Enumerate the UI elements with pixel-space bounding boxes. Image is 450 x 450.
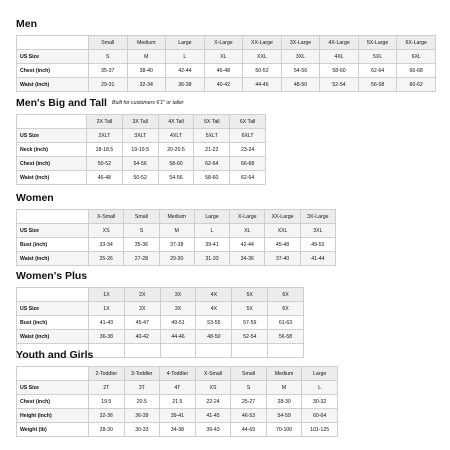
- table-cell: 60-62: [397, 78, 436, 92]
- women-title: Women: [16, 192, 54, 204]
- table-cell: 42-44: [230, 238, 265, 252]
- table-cell: 5XL: [358, 50, 397, 64]
- column-header: 4X-Large: [320, 36, 359, 50]
- table-cell: 21.5: [160, 395, 196, 409]
- corner-cell: [17, 288, 89, 302]
- column-header: X-Large: [204, 36, 243, 50]
- table-cell: 36-39: [124, 409, 160, 423]
- table-header-row: [17, 115, 266, 129]
- table-cell: 21-22: [194, 143, 230, 157]
- table-cell: 62-64: [230, 171, 266, 185]
- big-and-tall-section: [16, 97, 266, 185]
- table-cell: 23-24: [230, 143, 266, 157]
- table-row: [17, 143, 266, 157]
- table-cell: 48-50: [281, 78, 320, 92]
- table-row: [17, 171, 266, 185]
- table-cell: 3T: [124, 381, 160, 395]
- table-cell: M: [266, 381, 302, 395]
- table-row: [17, 423, 338, 437]
- table-cell: XL: [204, 50, 243, 64]
- column-header: Small: [124, 210, 159, 224]
- table-row: [17, 64, 436, 78]
- row-label: US Size: [17, 129, 87, 143]
- table-cell: 25-27: [231, 395, 267, 409]
- table-row: [17, 381, 338, 395]
- womens-plus-size-table: [16, 287, 304, 358]
- column-header: 2X: [124, 288, 160, 302]
- table-row: [17, 302, 304, 316]
- table-cell: 54-56: [158, 171, 194, 185]
- column-header: 3-Toddler: [124, 367, 160, 381]
- row-label: US Size: [17, 302, 89, 316]
- table-header-row: [17, 210, 336, 224]
- column-header: 5X: [232, 288, 268, 302]
- table-row: [17, 50, 436, 64]
- column-header: 2-Toddler: [89, 367, 125, 381]
- table-cell: 101-125: [302, 423, 338, 437]
- table-cell: 41-43: [89, 316, 125, 330]
- table-cell: 60-64: [302, 409, 338, 423]
- row-label: Chest (inch): [17, 64, 89, 78]
- table-cell: 44-46: [243, 78, 282, 92]
- womens-plus-section: [16, 270, 304, 358]
- table-row: [17, 238, 336, 252]
- women-size-table: [16, 209, 336, 266]
- table-cell: 37-38: [159, 238, 194, 252]
- table-cell: 54-56: [122, 157, 158, 171]
- table-cell: 3XLT: [122, 129, 158, 143]
- table-cell: 29-30: [159, 252, 194, 266]
- column-header: 5X Tall: [194, 115, 230, 129]
- table-cell: 2X: [124, 302, 160, 316]
- table-cell: 41-45: [195, 409, 231, 423]
- table-row: [17, 78, 436, 92]
- table-cell: 56-58: [358, 78, 397, 92]
- table-cell: XS: [89, 224, 124, 238]
- table-cell: 39-43: [195, 423, 231, 437]
- table-cell: 5X: [232, 302, 268, 316]
- table-cell: L: [302, 381, 338, 395]
- column-header: 3X Tall: [122, 115, 158, 129]
- table-cell: 2T: [89, 381, 125, 395]
- table-cell: 37-40: [265, 252, 300, 266]
- table-cell: 4XLT: [158, 129, 194, 143]
- row-label: Chest (inch): [17, 395, 89, 409]
- table-cell: 46-48: [204, 64, 243, 78]
- table-cell: 58-60: [158, 157, 194, 171]
- table-cell: 31-33: [194, 252, 229, 266]
- corner-cell: [17, 210, 89, 224]
- table-cell: 28-30: [266, 395, 302, 409]
- table-cell: 49-51: [160, 316, 196, 330]
- table-cell: XL: [230, 224, 265, 238]
- table-header-row: [17, 367, 338, 381]
- column-header: 4X: [196, 288, 232, 302]
- column-header: 3X-Large: [300, 210, 335, 224]
- table-cell: 39-41: [160, 409, 196, 423]
- column-header: Medium: [266, 367, 302, 381]
- table-cell: 57-59: [232, 316, 268, 330]
- column-header: X-Small: [89, 210, 124, 224]
- table-cell: 4X: [196, 302, 232, 316]
- table-row: [17, 409, 338, 423]
- table-cell: 61-63: [268, 316, 304, 330]
- youth-and-girls-title: Youth and Girls: [16, 349, 94, 361]
- row-label: Bust (inch): [17, 316, 89, 330]
- column-header: 4-Toddler: [160, 367, 196, 381]
- big-and-tall-size-table: [16, 114, 266, 185]
- table-cell: 3XL: [300, 224, 335, 238]
- row-label: US Size: [17, 381, 89, 395]
- table-cell: 44-69: [231, 423, 267, 437]
- column-header: 3X-Large: [281, 36, 320, 50]
- table-cell: 50-52: [243, 64, 282, 78]
- table-cell: 62-64: [358, 64, 397, 78]
- column-header: XX-Large: [243, 36, 282, 50]
- row-label: Waist (inch): [17, 78, 89, 92]
- table-cell: 30-33: [124, 423, 160, 437]
- men-title: Men: [16, 18, 37, 30]
- table-cell: 32-36: [89, 409, 125, 423]
- table-cell: 46-48: [87, 171, 123, 185]
- table-cell: 20-20.5: [158, 143, 194, 157]
- column-header: X-Small: [195, 367, 231, 381]
- table-cell: S: [124, 224, 159, 238]
- column-header: Large: [302, 367, 338, 381]
- table-cell: 42-44: [166, 64, 205, 78]
- row-label: Neck (inch): [17, 143, 87, 157]
- column-header: X-Large: [230, 210, 265, 224]
- table-cell: XXL: [265, 224, 300, 238]
- table-row: [17, 252, 336, 266]
- table-cell: 58-60: [194, 171, 230, 185]
- table-cell: 22-24: [195, 395, 231, 409]
- table-cell: 49-52: [300, 238, 335, 252]
- table-cell: 2XLT: [87, 129, 123, 143]
- table-cell: 45-48: [265, 238, 300, 252]
- table-cell: 41-44: [300, 252, 335, 266]
- table-cell: 18-18.5: [87, 143, 123, 157]
- table-row: [17, 224, 336, 238]
- table-row: [17, 129, 266, 143]
- table-cell: 32-34: [127, 78, 166, 92]
- row-label: Chest (inch): [17, 157, 87, 171]
- table-cell: XXL: [243, 50, 282, 64]
- table-cell: 29-31: [89, 78, 128, 92]
- table-cell: 33-34: [89, 238, 124, 252]
- table-cell: 5XLT: [194, 129, 230, 143]
- men-size-table: [16, 35, 436, 92]
- table-cell: 45-47: [124, 316, 160, 330]
- table-cell: 6X: [268, 302, 304, 316]
- column-header: 6X Tall: [230, 115, 266, 129]
- table-cell: 3X: [160, 302, 196, 316]
- table-cell: 35-37: [89, 64, 128, 78]
- column-header: 5X-Large: [358, 36, 397, 50]
- table-cell: 20.5: [124, 395, 160, 409]
- men-section: [16, 18, 436, 92]
- table-cell: S: [231, 381, 267, 395]
- column-header: 1X: [89, 288, 125, 302]
- table-cell: 54-56: [281, 64, 320, 78]
- table-cell: 28-30: [89, 423, 125, 437]
- youth-and-girls-size-table: [16, 366, 338, 437]
- column-header: 3X: [160, 288, 196, 302]
- table-cell: 50-52: [122, 171, 158, 185]
- table-row: [17, 316, 304, 330]
- column-header: Large: [194, 210, 229, 224]
- table-cell: 30-32: [302, 395, 338, 409]
- table-cell: 25-26: [89, 252, 124, 266]
- table-cell: 66-68: [230, 157, 266, 171]
- table-row: [17, 395, 338, 409]
- table-cell: S: [89, 50, 128, 64]
- table-cell: 62-64: [194, 157, 230, 171]
- row-label: Bust (inch): [17, 238, 89, 252]
- table-cell: 38-40: [127, 64, 166, 78]
- corner-cell: [17, 367, 89, 381]
- corner-cell: [17, 115, 87, 129]
- table-cell: 36-38: [89, 330, 125, 344]
- table-cell: 40-42: [124, 330, 160, 344]
- column-header: 2X Tall: [87, 115, 123, 129]
- table-cell: 48-50: [196, 330, 232, 344]
- table-cell: 52-54: [232, 330, 268, 344]
- column-header: Large: [166, 36, 205, 50]
- table-cell: 34-38: [160, 423, 196, 437]
- row-label: Weight (lb): [17, 423, 89, 437]
- row-label: Height (inch): [17, 409, 89, 423]
- table-cell: 6XL: [397, 50, 436, 64]
- table-cell: 53-55: [196, 316, 232, 330]
- table-cell: 19.5: [89, 395, 125, 409]
- table-cell: 50-52: [87, 157, 123, 171]
- row-label: Waist (inch): [17, 252, 89, 266]
- table-cell: 19-19.5: [122, 143, 158, 157]
- table-cell: 36-38: [166, 78, 205, 92]
- big-and-tall-note: Built for customers 6'1" or taller: [111, 100, 184, 106]
- youth-and-girls-section: [16, 349, 338, 437]
- table-row: [17, 330, 304, 344]
- column-header: Medium: [159, 210, 194, 224]
- table-cell: 27-28: [124, 252, 159, 266]
- row-label: Waist (inch): [17, 171, 87, 185]
- table-header-row: [17, 288, 304, 302]
- corner-cell: [17, 36, 89, 50]
- column-header: 6X: [268, 288, 304, 302]
- table-cell: 6XLT: [230, 129, 266, 143]
- row-label: Waist (inch): [17, 330, 89, 344]
- column-header: 6X-Large: [397, 36, 436, 50]
- womens-plus-title: Women's Plus: [16, 270, 88, 282]
- table-cell: L: [194, 224, 229, 238]
- table-cell: 70-100: [266, 423, 302, 437]
- big-and-tall-title: Men's Big and Tall Built for customers 6'1" or taller: [16, 97, 184, 109]
- table-cell: 44-46: [160, 330, 196, 344]
- column-header: Small: [231, 367, 267, 381]
- table-cell: 3XL: [281, 50, 320, 64]
- table-cell: 56-58: [268, 330, 304, 344]
- table-cell: 35-36: [124, 238, 159, 252]
- table-cell: 66-68: [397, 64, 436, 78]
- table-cell: 46-53: [231, 409, 267, 423]
- table-row: [17, 157, 266, 171]
- column-header: Small: [89, 36, 128, 50]
- table-cell: 4XL: [320, 50, 359, 64]
- table-cell: 58-60: [320, 64, 359, 78]
- column-header: XX-Large: [265, 210, 300, 224]
- table-cell: M: [159, 224, 194, 238]
- table-cell: 40-42: [204, 78, 243, 92]
- table-cell: L: [166, 50, 205, 64]
- table-cell: M: [127, 50, 166, 64]
- women-section: [16, 192, 336, 266]
- table-header-row: [17, 36, 436, 50]
- table-cell: XS: [195, 381, 231, 395]
- column-header: 4X Tall: [158, 115, 194, 129]
- row-label: US Size: [17, 50, 89, 64]
- column-header: Medium: [127, 36, 166, 50]
- row-label: US Size: [17, 224, 89, 238]
- table-cell: 4T: [160, 381, 196, 395]
- table-cell: 34-36: [230, 252, 265, 266]
- table-cell: 39-41: [194, 238, 229, 252]
- table-cell: 52-54: [320, 78, 359, 92]
- table-cell: 1X: [89, 302, 125, 316]
- table-cell: 54-59: [266, 409, 302, 423]
